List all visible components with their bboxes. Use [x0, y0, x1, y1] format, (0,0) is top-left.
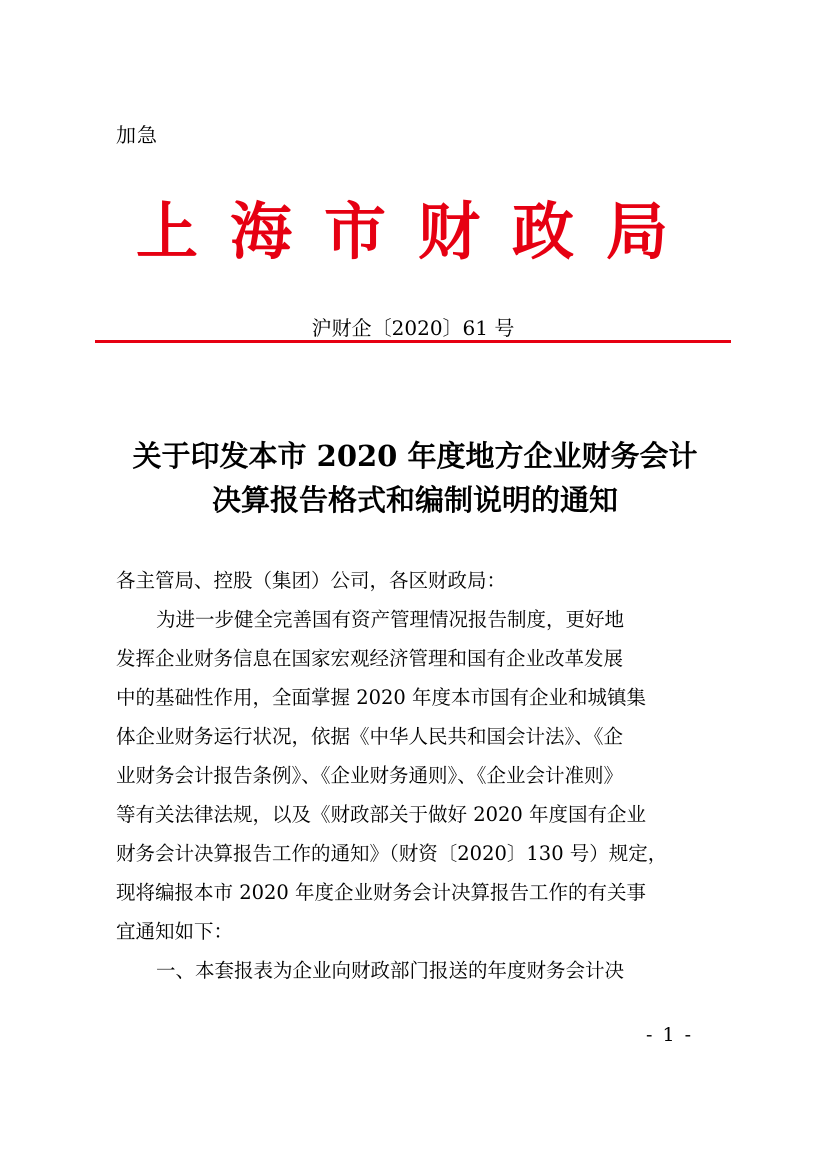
body-line: 一、本套报表为企业向财政部门报送的年度财务会计决 [156, 959, 625, 982]
body-line: 等有关法律法规，以及《财政部关于做好 2020 年度国有企业 [116, 803, 647, 826]
body-line: 宜通知如下： [116, 920, 234, 943]
document-title [100, 434, 730, 522]
document-body [116, 561, 716, 990]
agency-name: 上海市财政局 [135, 195, 700, 268]
title-line-1: 关于印发本市 2020 年度地方企业财务会计 [132, 439, 698, 473]
title-line-2: 决算报告格式和编制说明的通知 [211, 483, 618, 517]
body-line: 发挥企业财务信息在国家宏观经济管理和国有企业改革发展 [116, 647, 624, 670]
body-line: 现将编报本市 2020 年度企业财务会计决算报告工作的有关事 [116, 881, 647, 904]
body-line: 业财务会计报告条例》、《企业财务通则》、《企业会计准则》 [116, 764, 624, 787]
body-line: 体企业财务运行状况，依据《中华人民共和国会计法》、《企 [116, 725, 624, 748]
red-divider [95, 340, 731, 343]
body-line: 为进一步健全完善国有资产管理情况报告制度，更好地 [156, 608, 625, 631]
salutation: 各主管局、控股（集团）公司，各区财政局： [116, 569, 507, 592]
urgency-label: 加急 [116, 123, 158, 147]
document-number: 沪财企〔2020〕61 号 [311, 316, 515, 340]
body-line: 财务会计决算报告工作的通知》（财资〔2020〕130 号）规定， [116, 842, 668, 865]
body-line: 中的基础性作用，全面掌握 2020 年度本市国有企业和城镇集 [116, 686, 647, 709]
page-number: - 1 - [646, 1024, 694, 1046]
